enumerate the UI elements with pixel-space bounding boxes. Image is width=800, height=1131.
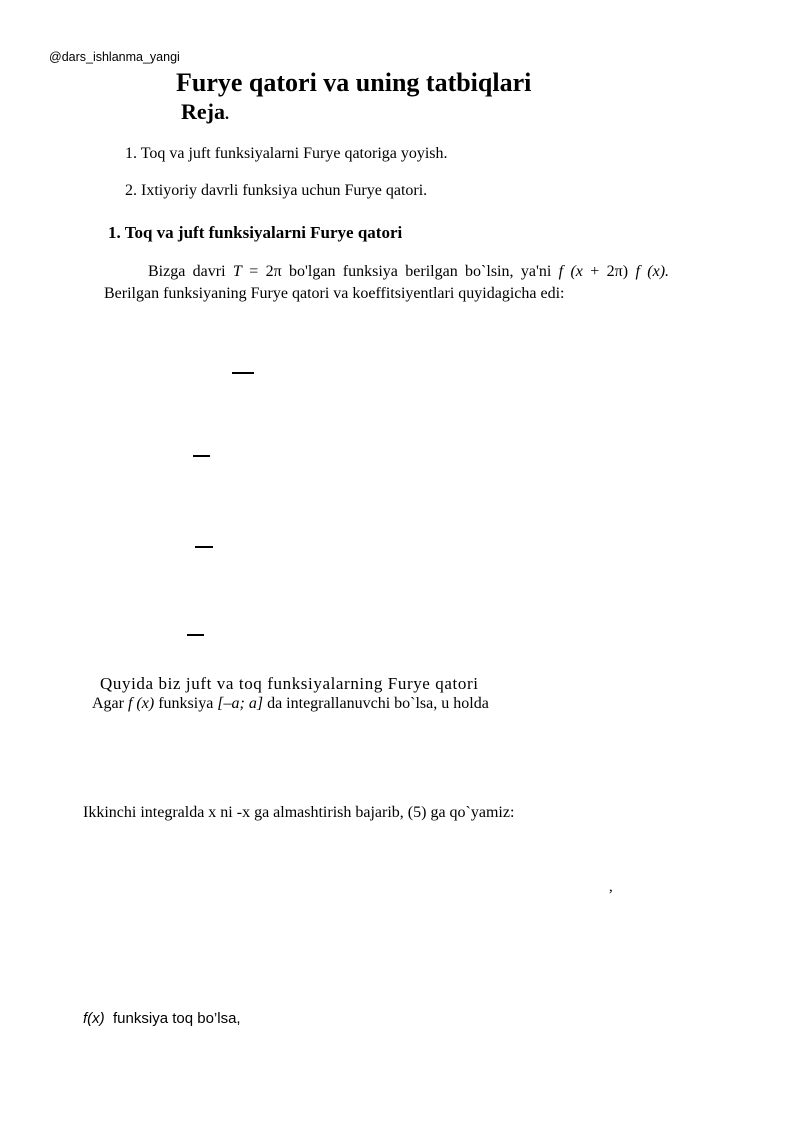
intro-text-4: Berilgan funksiyaning Furye qatori va koeffitsiyentlari quyidagicha edi: — [104, 285, 565, 302]
integrable-text-3: da integrallanuvchi bo`lsa, u holda — [263, 695, 489, 712]
integrable-text-2: funksiya — [154, 695, 218, 712]
function-tail: f (x). — [635, 263, 670, 280]
odd-function-text: funksiya toq bo’lsa, — [104, 1010, 241, 1027]
intro-text-2: = 2π bo'lgan funksiya berilgan bo`lsin, ya'ni — [241, 263, 559, 280]
period-symbol: T — [232, 263, 242, 280]
plan-heading-text: Reja — [181, 99, 225, 124]
function-fx: f (x) — [127, 695, 155, 712]
integrable-condition-line — [92, 695, 489, 713]
parity-intro-line: Quyida biz juft va toq funksiyalarning Furye qatori — [100, 674, 479, 693]
plan-item-2: 2. Ixtiyoriy davrli funksiya uchun Furye qatori. — [125, 182, 428, 199]
channel-tag: @dars_ishlanma_yangi — [49, 50, 180, 64]
function-expression: f (x — [558, 263, 583, 280]
intro-text-3: + 2π) — [582, 263, 636, 280]
plan-heading-period: . — [224, 106, 229, 123]
substitution-line: Ikkinchi integralda x ni -x ga almashtirish bajarib, (5) ga qo`yamiz: — [83, 804, 515, 821]
document-title: Furye qatori va uning tatbiqlari — [176, 68, 532, 97]
odd-function-fx: f(x) — [83, 1010, 105, 1027]
intro-text-1: Bizga davri — [148, 263, 233, 280]
section-heading: 1. Toq va juft funksiyalarni Furye qatori — [108, 223, 403, 242]
fraction-bar — [187, 634, 204, 636]
interval-expression: [–a; a] — [217, 695, 264, 712]
formula-comma: , — [609, 879, 613, 895]
intro-paragraph — [104, 261, 669, 305]
plan-heading — [181, 99, 229, 125]
fraction-bar — [195, 546, 213, 548]
integrable-text-1: Agar — [92, 695, 128, 712]
odd-function-line — [83, 1010, 241, 1027]
fraction-bar — [193, 455, 210, 457]
plan-item-1: 1. Toq va juft funksiyalarni Furye qatoriga yoyish. — [125, 145, 448, 162]
fraction-bar — [232, 372, 254, 374]
